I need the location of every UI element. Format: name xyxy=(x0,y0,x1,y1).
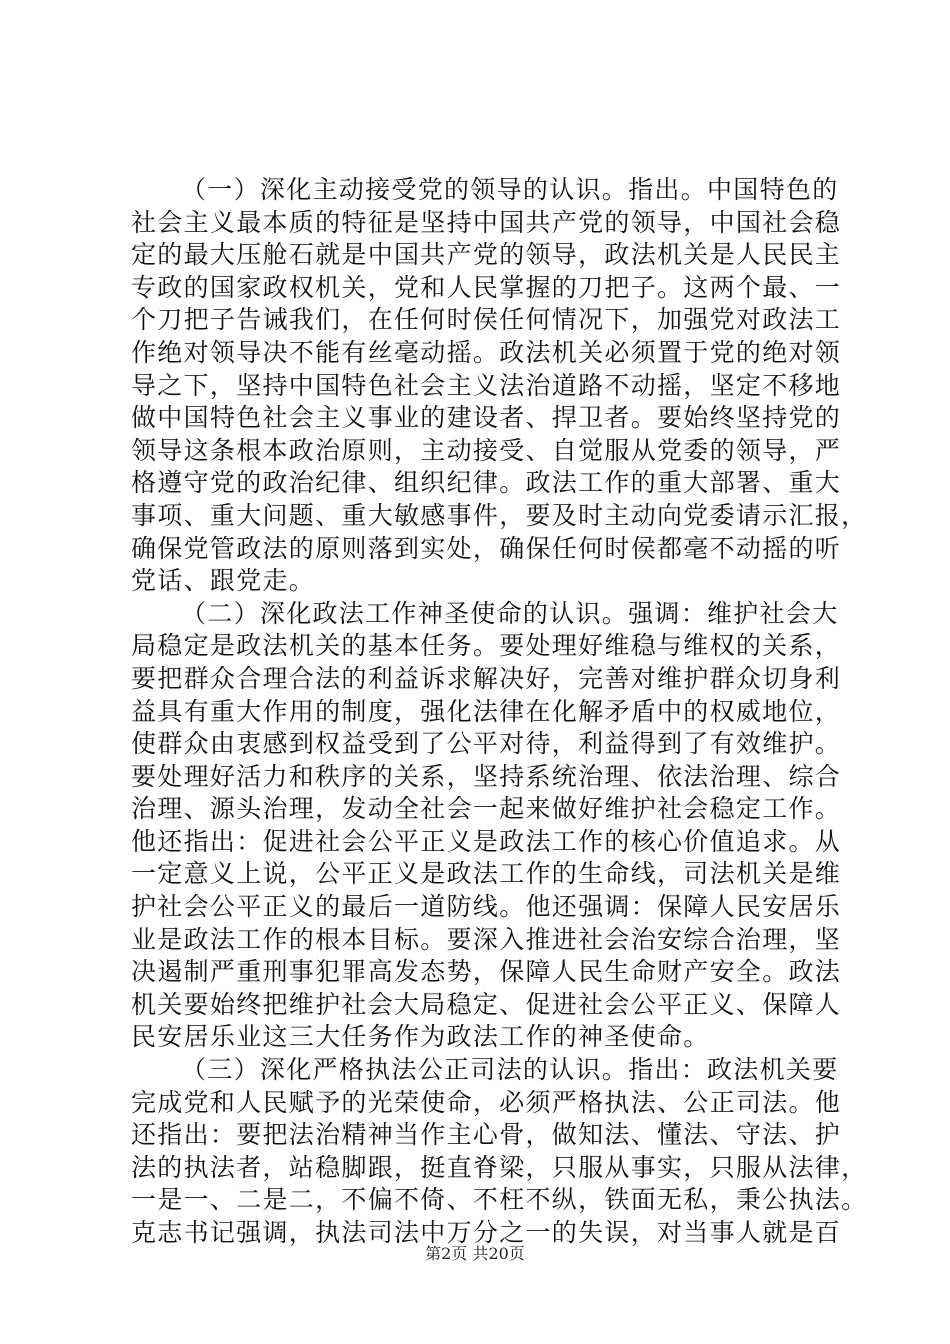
text-line: 个刀把子告诫我们，在任何时侯任何情况下，加强党对政法工 xyxy=(131,305,842,335)
text-line: 专政的国家政权机关，党和人民掌握的刀把子。这两个最、一 xyxy=(131,272,842,302)
text-line: 领导这条根本政治原则，主动接受、自觉服从党委的领导，严 xyxy=(131,435,842,465)
text-line: 社会主义最本质的特征是坚持中国共产党的领导，中国社会稳 xyxy=(131,207,842,237)
text-line: 法的执法者，站稳脚跟，挺直脊梁，只服从事实，只服从法律， xyxy=(131,1152,868,1182)
text-line: 格遵守党的政治纪律、组织纪律。政法工作的重大部署、重大 xyxy=(131,468,842,498)
text-line: 作绝对领导决不能有丝毫动摇。政法机关必须置于党的绝对领 xyxy=(131,337,842,367)
text-line: 要把群众合理合法的利益诉求解决好，完善对维护群众切身利 xyxy=(131,663,842,693)
text-line: 治理、源头治理，发动全社会一起来做好维护社会稳定工作。 xyxy=(131,794,842,824)
text-line: 还指出：要把法治精神当作主心骨，做知法、懂法、守法、护 xyxy=(131,1120,842,1150)
text-line: 益具有重大作用的制度，强化法律在化解矛盾中的权威地位， xyxy=(131,696,842,726)
text-line: 局稳定是政法机关的基本任务。要处理好维稳与维权的关系， xyxy=(131,631,842,661)
text-line: 事项、重大问题、重大敏感事件，要及时主动向党委请示汇报， xyxy=(131,500,868,530)
text-line: 定的最大压舱石就是中国共产党的领导，政法机关是人民民主 xyxy=(131,240,842,270)
text-line: 完成党和人民赋予的光荣使命，必须严格执法、公正司法。他 xyxy=(131,1087,842,1117)
text-line: 克志书记强调，执法司法中万分之一的失误，对当事人就是百 xyxy=(131,1218,842,1247)
text-line: 护社会公平正义的最后一道防线。他还强调：保障人民安居乐 xyxy=(131,892,842,922)
text-line: 一是一、二是二，不偏不倚、不枉不纵，铁面无私，秉公执法。 xyxy=(131,1185,868,1215)
text-line: 确保党管政法的原则落到实处，确保任何时侯都毫不动摇的听 xyxy=(131,533,842,563)
text-line: （二）深化政法工作神圣使命的认识。强调：维护社会大 xyxy=(181,598,839,628)
text-line: 要处理好活力和秩序的关系，坚持系统治理、依法治理、综合 xyxy=(131,761,842,791)
text-line: 导之下，坚持中国特色社会主义法治道路不动摇，坚定不移地 xyxy=(131,370,842,400)
text-line: 使群众由衷感到权益受到了公平对待，利益得到了有效维护。 xyxy=(131,729,842,759)
body-text xyxy=(131,174,868,1250)
text-line: 机关要始终把维护社会大局稳定、促进社会公平正义、保障人 xyxy=(131,989,842,1019)
text-line: 一定意义上说，公平正义是政法工作的生命线，司法机关是维 xyxy=(131,859,842,889)
text-line: 民安居乐业这三大任务作为政法工作的神圣使命。 xyxy=(131,1022,710,1052)
page-footer: 第2页 共20页 xyxy=(425,1244,525,1263)
text-line: （一）深化主动接受党的领导的认识。指出。中国特色的 xyxy=(181,175,839,204)
text-line: 决遏制严重刑事犯罪高发态势，保障人民生命财产安全。政法 xyxy=(131,957,842,987)
text-line: 他还指出：促进社会公平正义是政法工作的核心价值追求。从 xyxy=(131,826,842,856)
text-line: 党话、跟党走。 xyxy=(131,566,316,596)
text-line: 做中国特色社会主义事业的建设者、捍卫者。要始终坚持党的 xyxy=(131,403,842,433)
text-line: 业是政法工作的根本目标。要深入推进社会治安综合治理，坚 xyxy=(131,924,842,954)
text-line: （三）深化严格执法公正司法的认识。指出：政法机关要 xyxy=(181,1055,839,1085)
